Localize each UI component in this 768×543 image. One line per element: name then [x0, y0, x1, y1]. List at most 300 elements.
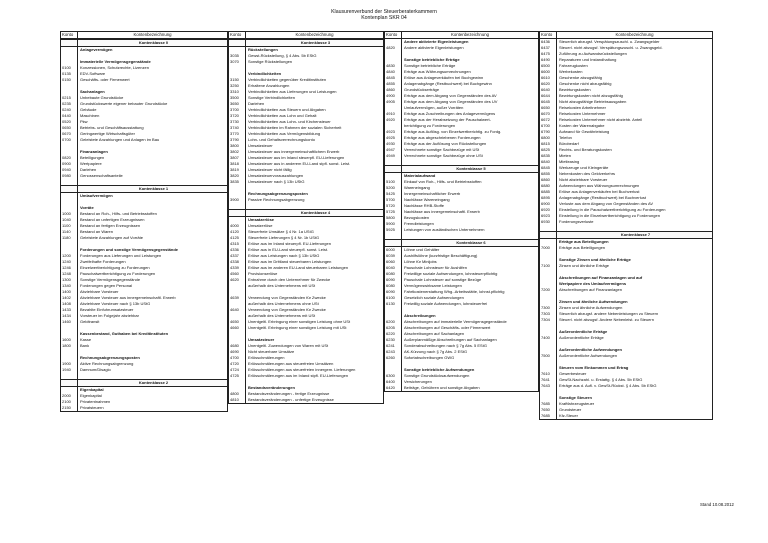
- account-number: 4949: [386, 153, 395, 158]
- account-label: Gesetzlich soziale Aufwendungen: [401, 295, 538, 301]
- account-label: Steuerfreie Lieferungen § 4 Nr. 1b UStG: [245, 235, 383, 241]
- account-number: 3820: [230, 173, 239, 178]
- account-number: 6220: [386, 331, 395, 336]
- account-label: Sonstige Steuern: [556, 395, 712, 401]
- account-label: Erlöse aus Anlageverkäufen bei Buchgewinn: [401, 75, 538, 81]
- account-label: Einzelwertberichtigung zu Forderungen: [77, 265, 227, 271]
- header-title: Klausurenverbund der Steuerberaterkammern: [331, 9, 437, 15]
- account-table-2: [228, 31, 384, 404]
- account-label: Abschreibungen auf Finanzanlagen und auf: [556, 275, 712, 281]
- account-number: 6855: [541, 171, 550, 176]
- account-number: 0670: [62, 131, 71, 136]
- bezeichnung-header: Kontenbezeichnung: [133, 32, 172, 37]
- account-label: Erträge aus Währungsumrechnungen: [401, 69, 538, 75]
- account-number: [61, 186, 77, 192]
- account-number: 4125: [230, 235, 239, 240]
- account-label: Sonstige betriebliche Erträge: [401, 63, 538, 69]
- account-label: Leistungen von ausländischen Unternehmern: [401, 227, 538, 233]
- account-number: 6930: [541, 219, 550, 224]
- account-number: 6610: [541, 75, 550, 80]
- account-label: Erlöse aus Anlagenverkäufen bei Buchverlust: [556, 189, 712, 195]
- footer-date: Stand 10.08.2012: [700, 502, 734, 507]
- account-row: [61, 373, 227, 379]
- account-number: [61, 179, 77, 185]
- account-label: Grundstückserträge: [401, 87, 538, 93]
- account-number: 1140: [62, 229, 71, 234]
- account-label: Fahrzeugkosten: [556, 63, 712, 69]
- account-label: Unentgeltl. Zuwendungen von Waren mit USt: [245, 343, 383, 349]
- account-label: Werkzeuge und Kleingeräte: [556, 165, 712, 171]
- account-label: Abziehbare Vorsteuer: [77, 289, 227, 295]
- account-number: 0235: [62, 101, 71, 106]
- account-label: Geleistete Anzahlungen und Anlagen im Bau: [77, 137, 227, 143]
- account-label: Bestandsveränderungen - fertige Erzeugnisse: [245, 391, 383, 397]
- account-label: Immaterielle Vermögensgegenstände: [77, 59, 227, 65]
- account-label: Unentgeltl. Erbringung einer sonstigen Leistung ohne USt: [245, 319, 383, 325]
- class-heading-row: [229, 39, 383, 47]
- account-table-1: [60, 31, 228, 412]
- account-label: Abziehbare Vorsteuer aus innergemeinschaftl. Erwerb: [77, 295, 227, 301]
- account-label: Sonstige Verbindlichkeiten: [245, 95, 383, 101]
- account-row: [385, 385, 538, 391]
- account-number: 6670: [541, 111, 550, 116]
- account-number: 4800: [230, 391, 239, 396]
- document-header: [0, 9, 768, 22]
- account-row: [385, 233, 538, 239]
- account-number: 2100: [62, 399, 71, 404]
- konto-header: Konto: [540, 32, 557, 38]
- column-header: [385, 32, 538, 39]
- account-number: 6920: [541, 207, 550, 212]
- account-number: 0150: [62, 77, 71, 82]
- account-label: Werbekosten: [556, 69, 712, 75]
- account-label: Materialaufwand: [401, 173, 538, 179]
- account-label: Damnum/Disagio: [77, 367, 227, 373]
- account-number: 1408: [62, 301, 71, 306]
- account-label: Provisionserlöse: [245, 271, 383, 277]
- account-number: 6090: [386, 277, 395, 282]
- account-label: Nachlässe aus innergemeinschaftl. Erwerb: [401, 209, 538, 215]
- account-label: Umsatzsteuer nach § 13b UStG: [245, 179, 383, 185]
- account-number: 3310: [230, 89, 239, 94]
- account-number: 6895: [541, 195, 550, 200]
- account-label: Sachanlagen: [77, 89, 227, 95]
- account-label: Wertpapiere: [77, 161, 227, 167]
- account-number: 3700: [230, 107, 239, 112]
- account-label: Verbindlichkeiten gegenüber Kreditinstituten: [245, 77, 383, 83]
- account-number: 6475: [541, 51, 550, 56]
- account-label: AK-Kürzung nach § 7g Abs. 2 EStG: [401, 349, 538, 355]
- class-heading-row: [61, 39, 227, 47]
- account-label: Maschinen: [77, 113, 227, 119]
- account-number: 6923: [541, 213, 550, 218]
- account-label: Reisekosten Unternehmer nicht abziehb. Anteil: [556, 117, 712, 123]
- account-label: Geringwertige Wirtschaftsgüter: [77, 131, 227, 137]
- account-label: Rechnungsabgrenzungsposten: [245, 191, 383, 197]
- account-number: 3807: [230, 155, 239, 160]
- account-number: 4840: [386, 69, 395, 74]
- account-label: Andere aktivierte Eigenleistungen: [401, 45, 538, 51]
- account-label: Steuerlich abzugsf. andere Nebenleistungen zu Steuern: [556, 311, 712, 317]
- account-number: 6100: [386, 295, 395, 300]
- account-number: 5700: [386, 197, 395, 202]
- account-label: Rechnungsabgrenzungsposten: [77, 355, 227, 361]
- account-number: 5900: [386, 221, 395, 226]
- account-number: 4900: [386, 93, 395, 98]
- account-number: 6790: [541, 129, 550, 134]
- account-number: 6060: [386, 259, 395, 264]
- account-label: Bestand an unfertigen Erzeugnissen: [77, 217, 227, 223]
- account-label: Erlösschmälerungen aus steuerfreien Umsätzen: [245, 361, 383, 367]
- account-number: 7685: [541, 401, 550, 406]
- account-label: Bestand an Roh-, Hilfs- und Betriebsstoffen: [77, 211, 227, 217]
- account-label: Steuerl. nicht abzugsf. Andere Nebenleist. zu Steuern: [556, 317, 712, 323]
- account-label: Forderungen aus Lieferungen und Leistungen: [77, 253, 227, 259]
- account-number: 0135: [62, 71, 71, 76]
- account-row: [229, 397, 383, 403]
- account-label: Fremdleistungen: [401, 221, 538, 227]
- account-number: 6300: [386, 373, 395, 378]
- account-number: 6090: [386, 289, 395, 294]
- account-number: 4620: [230, 277, 239, 282]
- account-label: Freiwillige soziale Aufwendungen, lohnsteuerpflichtig: [401, 271, 538, 277]
- account-label: außerhalb des Unternehmens mit USt: [245, 313, 383, 319]
- account-label: Löhne für Minijobs: [401, 259, 538, 265]
- account-number: 6436: [541, 39, 550, 44]
- account-label: Erträge aus der Auflösung von Rückstellungen: [401, 141, 538, 147]
- account-label: Aktive Rechnungsabgrenzung: [77, 361, 227, 367]
- account-label: Erlösschmälerungen aus im Inland stpfl. EU-Lieferungen: [245, 373, 383, 379]
- account-number: 4820: [386, 45, 395, 50]
- account-label: Abziehbare Vorsteuer nach § 13b UStG: [77, 301, 227, 307]
- class-heading-row: [385, 165, 538, 173]
- account-label: Erträge aus Beteiligungen: [556, 245, 712, 251]
- account-label: Kontenklasse 7: [556, 232, 712, 238]
- account-number: 1800: [62, 343, 71, 348]
- account-label: [401, 159, 538, 165]
- account-number: 7610: [541, 371, 550, 376]
- account-label: Verbindlichkeiten aus Steuern und Abgaben: [245, 107, 383, 113]
- account-number: 7303: [541, 311, 550, 316]
- account-number: 3900: [230, 197, 239, 202]
- account-label: EDV-Software: [77, 71, 227, 77]
- account-number: 3150: [230, 77, 239, 82]
- account-label: Kraftfahrzeugsteuer: [556, 401, 712, 407]
- column-header: [61, 32, 227, 39]
- account-number: 4336: [230, 247, 239, 252]
- account-label: Erträge aus abgeschriebenen Forderungen: [401, 135, 538, 141]
- account-number: 4910: [386, 111, 395, 116]
- account-label: Erträge aus Beteiligungen: [556, 239, 712, 245]
- account-label: außerhalb des Unternehmens mit USt: [245, 283, 383, 289]
- account-label: Bestandsveränderungen: [245, 385, 383, 391]
- account-number: 4810: [230, 397, 239, 402]
- account-label: Telefon: [556, 135, 712, 141]
- account-label: Steuern vom Einkommen und Ertrag: [556, 365, 712, 371]
- account-label: Grundstückswerte eigener bebauter Grundstücke: [77, 101, 227, 107]
- account-number: 6080: [386, 283, 395, 288]
- account-number: 4905: [386, 99, 395, 104]
- account-label: Reisekosten Arbeitnehmer: [556, 105, 712, 111]
- account-label: Umsatzsteuer aus innergemeinschaftlichem Erwerb: [245, 149, 383, 155]
- account-label: Rechts- und Beratungskosten: [556, 147, 712, 153]
- account-number: 3500: [230, 95, 239, 100]
- account-label: Wareneingang: [401, 185, 538, 191]
- account-label: Bestand an fertigen Erzeugnissen: [77, 223, 227, 229]
- account-number: 4855: [386, 81, 395, 86]
- account-number: 5800: [386, 215, 395, 220]
- bezeichnung-header: Kontenbezeichnung: [295, 32, 334, 37]
- account-number: 0980: [62, 173, 71, 178]
- account-label: GewSt-Nachzahl. u. Erstattg. § 4 Abs. 5b EStG: [556, 377, 712, 383]
- account-label: Beteiligungen: [77, 155, 227, 161]
- account-number: 6437: [541, 45, 550, 50]
- account-label: Mietleasing: [556, 159, 712, 165]
- account-row: [540, 225, 712, 231]
- account-number: 6640: [541, 87, 550, 92]
- account-label: Gewst-Rückstellung, § 4 Abs. 5b EStG: [245, 53, 383, 59]
- account-label: Aushilfslöhne (kurzfristige Beschäftigung): [401, 253, 538, 259]
- account-label: Erträge aus dem Abgang von Gegenständen des UV: [401, 99, 538, 105]
- account-number: 1248: [62, 271, 71, 276]
- account-label: Umlaufvermögen, außer Vorräten: [401, 105, 538, 111]
- account-number: 0215: [62, 95, 71, 100]
- account-number: 3730: [230, 119, 239, 124]
- account-number: 4640: [230, 307, 239, 312]
- account-label: Sonstige Rückstellungen: [245, 59, 383, 65]
- account-number: 3035: [230, 53, 239, 58]
- account-number: 6700: [541, 123, 550, 128]
- account-label: Bezahlte Einfuhrumsatzsteuer: [77, 307, 227, 313]
- account-label: Andere aktivierte Eigenleistungen: [401, 39, 538, 45]
- account-label: Bewirtungskosten nicht abzugsfähig: [556, 93, 712, 99]
- account-number: 3740: [230, 125, 239, 130]
- account-number: 6645: [541, 99, 550, 104]
- account-number: 6835: [541, 153, 550, 158]
- account-label: Aufwendungen aus Währungsumrechnungen: [556, 183, 712, 189]
- account-label: Forderungsverluste: [556, 219, 712, 225]
- account-number: 4690: [230, 349, 239, 354]
- account-label: Erträge aus der Herabsetzung der Pauschalwert-: [401, 117, 538, 123]
- account-number: 4315: [230, 241, 239, 246]
- account-label: Nebenkosten des Geldverkehrs: [556, 171, 712, 177]
- account-number: 6130: [386, 301, 395, 306]
- class-heading-row: [61, 379, 227, 387]
- account-label: Rückstellungen: [245, 47, 383, 53]
- account-number: 4560: [230, 271, 239, 276]
- account-number: 4639: [230, 295, 239, 300]
- account-label: Anlagenabgänge (Restbuchwert) bei Buchgewinn: [401, 81, 538, 87]
- account-number: 4660: [230, 325, 239, 330]
- account-number: 6815: [541, 141, 550, 146]
- account-table-4: [539, 31, 713, 420]
- account-label: Entnahme durch den Unternehmer für Zwecke: [245, 277, 383, 283]
- account-label: Verrechnete sonstige Sachbezüge mit USt: [401, 147, 538, 153]
- account-label: Zuführung zu Aufwandsrückstellungen: [556, 51, 712, 57]
- account-label: Umsatzsteuer aus im Inland steuerpfl. EU-Lieferungen: [245, 155, 383, 161]
- account-number: 3720: [230, 113, 239, 118]
- account-label: Einstellung in die Einzelwertberichtigung zu Forderungen: [556, 213, 712, 219]
- account-number: 0820: [62, 155, 71, 160]
- account-number: 6200: [386, 319, 395, 324]
- account-label: Geschenke abzugsfähig: [556, 75, 712, 81]
- account-label: Verbindlichkeiten im Rahmen der sozialen Sicherheit: [245, 125, 383, 131]
- account-label: Zinsen und ähnliche Aufwendungen: [556, 305, 712, 311]
- account-label: Zweifelhafte Forderungen: [77, 259, 227, 265]
- account-label: Erlösschmälerungen: [245, 355, 383, 361]
- account-number: 1600: [62, 337, 71, 342]
- account-label: Erlösschmälerungen aus steuerfreien innergem. Lieferungen: [245, 367, 383, 373]
- account-label: Erlöse aus im Drittland steuerbaren Leistungen: [245, 259, 383, 265]
- account-number: 6800: [541, 135, 550, 140]
- account-label: Privatsteuern: [77, 405, 227, 411]
- account-number: 3819: [230, 167, 239, 172]
- account-label: Vorsteuer im Folgejahr abziehbar: [77, 313, 227, 319]
- account-number: 4724: [230, 367, 239, 372]
- account-label: Gebäude: [77, 107, 227, 113]
- account-label: Verluste aus dem Abgang von Gegenständen des AV: [556, 201, 712, 207]
- account-label: Versicherungen: [401, 379, 538, 385]
- account-table-3: [384, 31, 539, 392]
- account-label: Lohn- und Gehaltsverrechnungskonto: [245, 137, 383, 143]
- account-label: Sonstige Zinsen und ähnliche Erträge: [556, 257, 712, 263]
- account-number: 1400: [62, 289, 71, 294]
- account-number: 3835: [230, 179, 239, 184]
- account-label: Reisekosten Unternehmer: [556, 111, 712, 117]
- account-number: 4845: [386, 75, 395, 80]
- account-label: Anlagevermögen: [77, 47, 227, 53]
- account-number: 4000: [230, 223, 239, 228]
- account-label: Erlöse aus im Inland steuerpfl. EU-Lieferungen: [245, 241, 383, 247]
- account-label: Verbindlichkeiten aus Vermögensbildung: [245, 131, 383, 137]
- account-number: 6243: [386, 349, 395, 354]
- account-label: Erlöse aus in EU-Land steuerpfl. sonst. Leist.: [245, 247, 383, 253]
- bezeichnung-header: Kontenbezeichnung: [615, 32, 654, 37]
- account-label: Kfz-Steuer: [556, 413, 712, 419]
- account-number: 6900: [541, 201, 550, 206]
- account-number: 6420: [386, 385, 395, 390]
- account-label: Kontenklasse 3: [245, 40, 383, 46]
- account-number: 4337: [230, 253, 239, 258]
- account-number: 1100: [62, 223, 71, 228]
- account-number: 6039: [386, 253, 395, 258]
- account-number: 6241: [386, 343, 395, 348]
- account-label: Pauschale Lohnsteuer für Aushilfen: [401, 265, 538, 271]
- account-number: 4720: [230, 361, 239, 366]
- account-number: [385, 166, 401, 172]
- account-number: 7304: [541, 317, 550, 322]
- account-number: 2000: [62, 393, 71, 398]
- account-label: Grundsteuer: [556, 407, 712, 413]
- account-label: Verwendung von Gegenständen für Zwecke: [245, 307, 383, 313]
- account-number: 6860: [541, 177, 550, 182]
- account-label: Umlaufvermögen: [77, 193, 227, 199]
- account-label: Mieten: [556, 153, 712, 159]
- account-label: Anlagenabgänge (Restbuchwert) bei Buchverlust: [556, 195, 712, 201]
- account-number: [229, 203, 245, 209]
- account-number: [61, 380, 77, 386]
- account-label: Verbindlichkeiten aus Lieferungen und Leistungen: [245, 89, 383, 95]
- account-label: Kontenklasse 0: [77, 40, 227, 46]
- account-number: 6205: [386, 325, 395, 330]
- account-number: 4920: [386, 117, 395, 122]
- account-label: Eigenkapital: [77, 387, 227, 393]
- konto-header: Konto: [385, 32, 402, 38]
- account-label: Steuerlich abzugsf. Verspätungszuschl. u. Zwangsgelder: [556, 39, 712, 45]
- account-number: [61, 40, 77, 46]
- account-label: Zinsen und ähnliche Aufwendungen: [556, 299, 712, 305]
- account-label: Abschreibungen auf Sachanlagen: [401, 331, 538, 337]
- account-label: Kontenklasse 1: [77, 186, 227, 192]
- account-number: 4830: [386, 63, 395, 68]
- account-label: Abschreibungen auf Finanzanlagen: [556, 287, 712, 293]
- account-label: Geldtransit: [77, 319, 227, 325]
- account-number: 3800: [230, 143, 239, 148]
- account-number: 0440: [62, 113, 71, 118]
- account-label: Erträge aus d. Aufl. v. GewSt-Rückst. § 4 Abs. 5b EStG: [556, 383, 712, 389]
- account-number: 3818: [230, 161, 239, 166]
- account-row: [540, 413, 712, 419]
- account-label: Bewirtungskosten: [556, 87, 712, 93]
- account-label: Sonstige Grundstücksaufwendungen: [401, 373, 538, 379]
- account-label: Umsatzsteuer aus in anderem EU-Land stpfl. sonst. Leist.: [245, 161, 383, 167]
- account-number: [229, 40, 245, 46]
- account-label: Erhaltene Anzahlungen: [245, 83, 383, 89]
- class-heading-row: [540, 231, 712, 239]
- account-label: Außerordentliche Aufwendungen: [556, 353, 712, 359]
- account-label: Passive Rechnungsabgrenzung: [245, 197, 383, 203]
- account-label: Einstellung in die Pauschalwertberichtigung zu Forderungen: [556, 207, 712, 213]
- account-number: 7641: [541, 377, 550, 382]
- account-row: [385, 159, 538, 165]
- account-label: Abschreibungen: [401, 313, 538, 319]
- account-number: 6600: [541, 69, 550, 74]
- account-label: Außerordentliche Aufwendungen: [556, 347, 712, 353]
- account-number: 4650: [230, 319, 239, 324]
- account-number: [61, 373, 77, 379]
- account-number: 4860: [386, 87, 395, 92]
- account-label: [245, 203, 383, 209]
- account-number: 7400: [541, 335, 550, 340]
- account-label: Sonstige betriebliche Erträge: [401, 57, 538, 63]
- account-number: 0520: [62, 119, 71, 124]
- account-label: Privatentnahmen: [77, 399, 227, 405]
- account-label: berichtigung zu Forderungen: [401, 123, 538, 129]
- account-label: außerhalb des Unternehmens ohne USt: [245, 301, 383, 307]
- account-label: Umsatzsteuer: [245, 337, 383, 343]
- account-label: Vorräte: [77, 205, 227, 211]
- account-label: Bezugskosten: [401, 215, 538, 221]
- account-number: 0650: [62, 125, 71, 130]
- account-number: 4930: [386, 141, 395, 146]
- account-number: 6644: [541, 93, 550, 98]
- account-label: Wertpapiere des Umlaufvermögens: [556, 281, 712, 287]
- account-label: Konzessionen, Schutzrechte, Lizenzen: [77, 65, 227, 71]
- account-label: Steuerfreie Umsätze § 4 Nr. 1a UStG: [245, 229, 383, 235]
- account-number: 6880: [541, 183, 550, 188]
- account-number: [385, 240, 401, 246]
- account-label: Betriebs- und Geschäftsausstattung: [77, 125, 227, 131]
- account-number: 6040: [386, 265, 395, 270]
- account-label: Außerordentliche Erträge: [556, 329, 712, 335]
- account-number: 0900: [62, 161, 71, 166]
- account-number: 3770: [230, 131, 239, 136]
- account-row: [229, 203, 383, 209]
- header-subtitle: Kontenplan SKR 04: [361, 15, 407, 22]
- account-number: 6400: [386, 379, 395, 384]
- account-number: 3070: [230, 59, 239, 64]
- account-label: Nicht abzugsfähige Betriebsausgaben: [556, 99, 712, 105]
